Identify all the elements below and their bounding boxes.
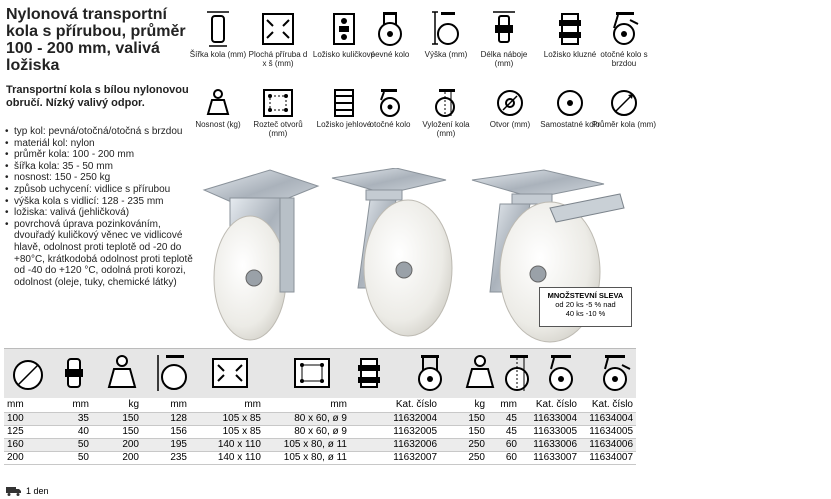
legend-label: otočné kolo — [369, 120, 411, 129]
height-icon — [154, 353, 190, 393]
table-cell: 140 x 110 — [190, 451, 264, 464]
catalog-number[interactable]: 11633005 — [520, 425, 580, 438]
legend-hub-length — [472, 10, 536, 68]
table-cell: 105 x 80, ø 11 — [264, 451, 350, 464]
table-row — [4, 412, 636, 425]
catalog-number[interactable]: 11632006 — [350, 438, 440, 451]
table-cell: 128 — [142, 412, 190, 425]
legend-label: Otvor (mm) — [489, 120, 531, 129]
diameter-icon — [609, 88, 639, 118]
table-cell: 45 — [488, 412, 520, 425]
table-cell: 250 — [440, 451, 488, 464]
table-cell: 160 — [4, 438, 52, 451]
feature-item: • způsob uchycení: vidlice s přírubou — [4, 184, 200, 196]
feature-item: • ložiska: valivá (jehličková) — [4, 207, 200, 219]
product-title: Nylonová transportní kola s přírubou, průměr 100 - 200 mm, valivá ložiska — [6, 6, 186, 74]
discount-line: 40 ks -10 % — [565, 309, 606, 318]
table-cell: 40 — [52, 425, 92, 438]
catalog-number[interactable]: 11633006 — [520, 438, 580, 451]
column-header: mm — [52, 398, 92, 412]
legend-fixed-wheel — [358, 10, 422, 59]
wheel-width-icon — [60, 353, 88, 393]
table-cell: 250 — [440, 438, 488, 451]
legend-label: Rozteč otvorů (mm) — [253, 120, 303, 138]
hole-spacing-icon — [261, 88, 295, 118]
legend-hole-spacing — [246, 88, 310, 138]
legend-label: Výška (mm) — [424, 50, 468, 59]
table-row — [4, 425, 636, 438]
table-cell: 195 — [142, 438, 190, 451]
needle-bearing-icon — [331, 88, 357, 118]
needle-bearing-icon — [356, 353, 382, 393]
delivery-info — [6, 486, 49, 496]
discount-line: od 20 ks -5 % nad — [555, 300, 616, 309]
table-row — [4, 451, 636, 464]
table-row — [4, 438, 636, 451]
table-cell: 235 — [142, 451, 190, 464]
table-cell: 156 — [142, 425, 190, 438]
spec-table — [4, 348, 636, 465]
catalog-number[interactable]: 11632007 — [350, 451, 440, 464]
legend-bore — [478, 88, 542, 129]
delivery-truck-icon — [6, 486, 22, 496]
table-header-row — [4, 398, 636, 412]
legend-swivel-brake — [592, 10, 656, 68]
diameter-icon — [10, 353, 46, 393]
table-cell: 35 — [52, 412, 92, 425]
offset-icon — [431, 88, 461, 118]
fixed-wheel-icon — [375, 10, 405, 48]
table-cell: 105 x 85 — [190, 412, 264, 425]
legend-label: Samostatné kolo — [540, 120, 600, 129]
feature-item: • materiál kol: nylon — [4, 138, 200, 150]
height-icon — [431, 10, 461, 48]
offset-icon — [502, 353, 534, 393]
legend-label: Ložisko jehlové — [316, 120, 372, 129]
table-cell: 200 — [92, 438, 142, 451]
legend-label: Plochá příruba d x š (mm) — [248, 50, 308, 68]
spec-data-table — [4, 398, 636, 465]
legend-diameter — [592, 88, 656, 129]
catalog-number[interactable]: 11633004 — [520, 412, 580, 425]
table-icon-row — [4, 348, 636, 398]
legend-label: Vyložení kola (mm) — [422, 120, 470, 138]
feature-item: • nosnost: 150 - 250 kg — [4, 172, 200, 184]
feature-item: • šířka kola: 35 - 50 mm — [4, 161, 200, 173]
column-header: mm — [4, 398, 52, 412]
table-cell: 125 — [4, 425, 52, 438]
table-cell: 45 — [488, 425, 520, 438]
legend-flat-plate — [246, 10, 310, 68]
load-capacity-icon — [203, 88, 233, 118]
legend-offset — [414, 88, 478, 138]
feature-item: • průměr kola: 100 - 200 mm — [4, 149, 200, 161]
legend-wheel-width — [186, 10, 250, 59]
delivery-time: 1 den — [26, 486, 49, 496]
swivel-brake-icon — [598, 353, 632, 393]
feature-list — [4, 126, 200, 288]
legend-label: pevné kolo — [370, 50, 410, 59]
legend-label: otočné kolo s brzdou — [600, 50, 648, 68]
column-header: Kat. číslo — [520, 398, 580, 412]
catalog-number[interactable]: 11634006 — [580, 438, 636, 451]
table-cell: 100 — [4, 412, 52, 425]
bore-icon — [495, 88, 525, 118]
product-subtitle: Transportní kola s bílou nylonovou obručí. Nízký valivý odpor. — [6, 84, 189, 109]
legend-label: Ložisko kuličkové — [312, 50, 376, 59]
load-capacity-icon — [462, 353, 498, 393]
feature-item: • povrchová úprava pozinkováním, dvouřadý kuličkový věnec ve vidlicové hlavě, odolnost proti teplotě od -20 do +80°C, krátkodobá odolnost proti teplotě od -40 do +120 °C, odolná proti korozi, odolnost (oleje, tuky, chemické látky) — [4, 219, 200, 289]
table-cell: 105 x 85 — [190, 425, 264, 438]
swivel-brake-icon — [608, 10, 640, 48]
catalog-number[interactable]: 11633007 — [520, 451, 580, 464]
table-cell: 150 — [92, 425, 142, 438]
legend-label: Průměr kola (mm) — [592, 120, 657, 129]
hub-length-icon — [489, 10, 519, 48]
table-cell: 60 — [488, 438, 520, 451]
hole-spacing-icon — [292, 353, 332, 393]
table-cell: 50 — [52, 438, 92, 451]
column-header: mm — [190, 398, 264, 412]
catalog-number[interactable]: 11632005 — [350, 425, 440, 438]
column-header: mm — [488, 398, 520, 412]
table-cell: 150 — [440, 425, 488, 438]
table-cell: 140 x 110 — [190, 438, 264, 451]
legend-label: Délka náboje (mm) — [480, 50, 528, 68]
catalog-number[interactable]: 11634005 — [580, 425, 636, 438]
single-wheel-icon — [555, 88, 585, 118]
column-header: Kat. číslo — [580, 398, 636, 412]
swivel-wheel-icon — [375, 88, 405, 118]
plain-bearing-icon — [557, 10, 583, 48]
column-header: kg — [440, 398, 488, 412]
table-cell: 200 — [4, 451, 52, 464]
table-cell: 80 x 60, ø 9 — [264, 425, 350, 438]
column-header: mm — [264, 398, 350, 412]
load-capacity-icon — [104, 353, 140, 393]
flat-plate-icon — [210, 353, 250, 393]
swivel-caster-photo — [332, 168, 452, 336]
column-header: kg — [92, 398, 142, 412]
legend-label: Šířka kola (mm) — [189, 50, 247, 59]
table-cell: 150 — [440, 412, 488, 425]
table-cell: 200 — [92, 451, 142, 464]
ball-bearing-icon — [331, 10, 357, 48]
catalog-number[interactable]: 11634004 — [580, 412, 636, 425]
table-cell: 50 — [52, 451, 92, 464]
table-cell: 60 — [488, 451, 520, 464]
table-cell: 80 x 60, ø 9 — [264, 412, 350, 425]
legend-label: Ložisko kluzné — [543, 50, 597, 59]
table-cell: 150 — [92, 412, 142, 425]
catalog-number[interactable]: 11634007 — [580, 451, 636, 464]
quantity-discount-box — [539, 287, 632, 327]
legend-height — [414, 10, 478, 59]
catalog-number[interactable]: 11632004 — [350, 412, 440, 425]
discount-heading: MNOŽSTEVNÍ SLEVA — [547, 291, 624, 300]
legend-swivel-wheel — [358, 88, 422, 129]
fixed-wheel-icon — [414, 353, 446, 393]
wheel-width-icon — [203, 10, 233, 48]
legend-label: Nosnost (kg) — [195, 120, 241, 129]
column-header: mm — [142, 398, 190, 412]
feature-item: • typ kol: pevná/otočná/otočná s brzdou — [4, 126, 200, 138]
feature-item: • výška kola s vidlicí: 128 - 235 mm — [4, 196, 200, 208]
flat-plate-icon — [261, 10, 295, 48]
table-cell: 105 x 80, ø 11 — [264, 438, 350, 451]
column-header: Kat. číslo — [350, 398, 440, 412]
legend-load-capacity — [186, 88, 250, 129]
swivel-wheel-icon — [544, 353, 578, 393]
fixed-caster-photo — [204, 170, 318, 340]
